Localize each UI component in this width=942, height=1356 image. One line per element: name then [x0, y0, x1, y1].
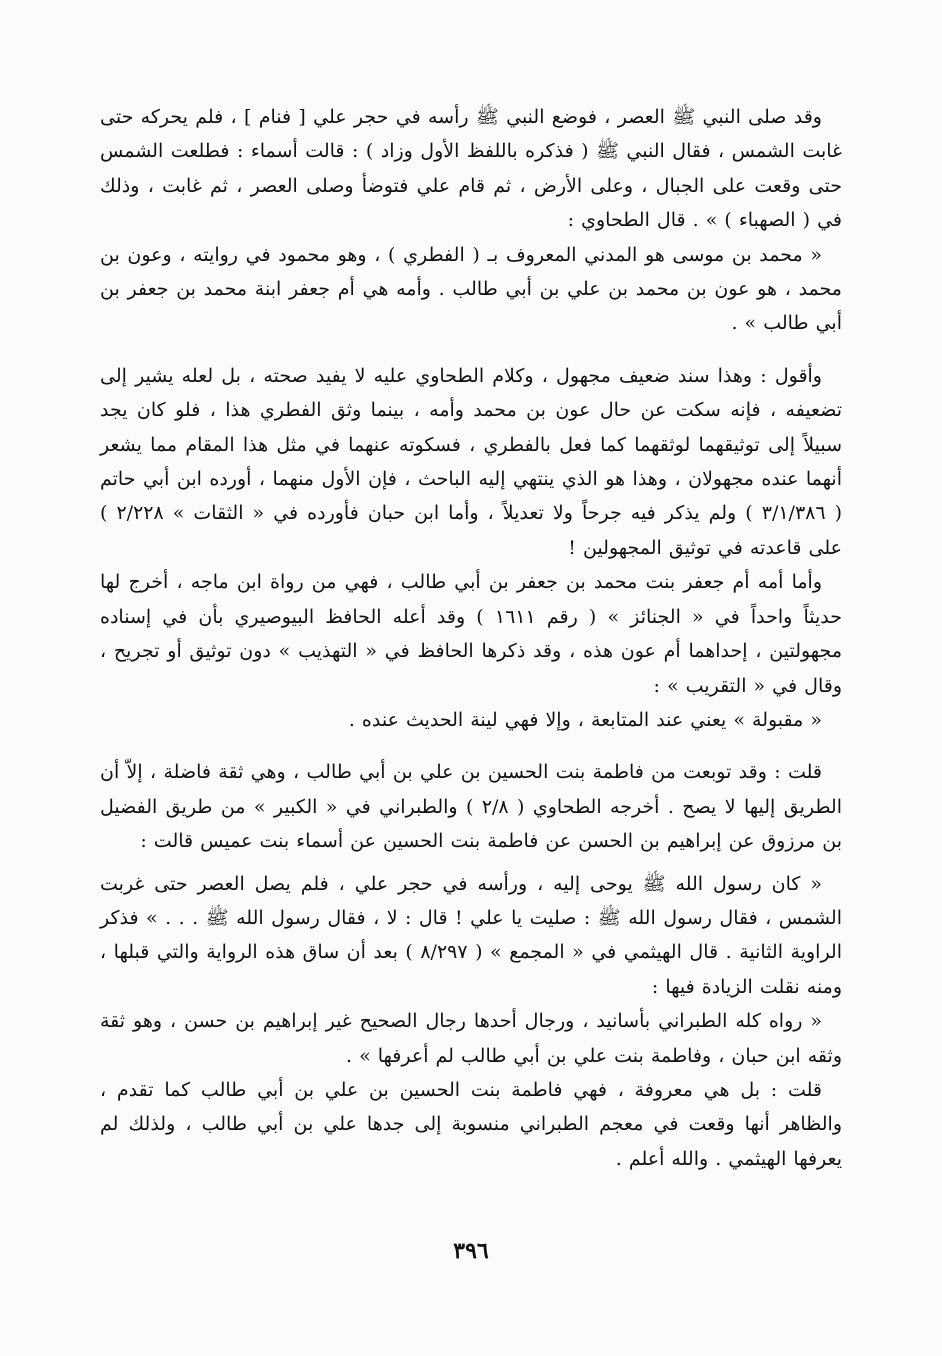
paragraph-taqrib-quote: « مقبولة » يعني عند المتابعة ، وإلا فهي لينة الحديث عنده . [348, 708, 822, 731]
body-text [100, 100, 842, 1176]
paragraph-umm-jafar: وأما أمه أم جعفر بنت محمد بن جعفر بن أبي طالب ، فهي من رواة ابن ماجه ، أخرج لها حديثاً واحداً في « الجنائز » ( رقم ١٦١١ ) وقد أعله الحافظ البيوصيري بأن في إسناده مجهولتين ، إحداهما أم عون هذه ، وقد ذكرها الحافظ في « التهذيب » دون توثيق أو تجريح ، وقال في « التقريب » : [100, 571, 842, 697]
paragraph-fatima-chain: قلت : وقد توبعت من فاطمة بنت الحسين بن علي بن أبي طالب ، وهي ثقة فاضلة ، إلاّ أن الطريق إليها لا يصح . أخرجه الطحاوي ( ٢/٨ ) والطبراني في « الكبير » من طريق الفضيل بن مرزوق عن إبراهيم بن الحسن عن فاطمة بنت الحسين عن أسماء بنت عميس قالت : [100, 761, 842, 853]
paragraph-tahawi-quote: « محمد بن موسى هو المدني المعروف بـ ( الفطري ) ، وهو محمود في روايته ، وعون بن محمد ، هو عون بن محمد بن علي بن أبي طالب . وأمه هي أم جعفر ابنة محمد بن جعفر بن أبي طالب » . [100, 243, 842, 335]
paragraph-narration: وقد صلى النبي ﷺ العصر ، فوضع النبي ﷺ رأسه في حجر علي [ فنام ] ، فلم يحركه حتى غابت الشمس ، فقال النبي ﷺ ( فذكره باللفظ الأول وزاد ) : قالت أسماء : فطلعت الشمس حتى وقعت على الجبال ، وعلى الأرض ، ثم قام علي فتوضأ وصلى العصر ، ثم غابت ، وذلك في ( الصهباء ) » . قال الطحاوي : [100, 106, 842, 232]
paragraph-conclusion: قلت : بل هي معروفة ، فهي فاطمة بنت الحسين بن علي بن أبي طالب كما تقدم ، والظاهر أنها وقعت في معجم الطبراني منسوبة إلى جدها علي بن أبي طالب ، ولذلك لم يعرفها الهيثمي . والله أعلم . [100, 1078, 842, 1170]
paragraph-haythami-quote: « رواه كله الطبراني بأسانيد ، ورجال أحدها رجال الصحيح غير إبراهيم بن حسن ، وهو ثقة وثقه ابن حبان ، وفاطمة بنت علي بن أبي طالب لم أعرفها » . [100, 1010, 842, 1067]
paragraph-author-comment: وأقول : وهذا سند ضعيف مجهول ، وكلام الطحاوي عليه لا يفيد صحته ، بل لعله يشير إلى تضعيفه ، فإنه سكت عن حال عون بن محمد وأمه ، بينما وثق الفطري هذا ، فلو كان يجد سبيلاً إلى توثيقهما لوثقهما كما فعل بالفطري ، فسكوته عنهما في مثل هذا المقام مما يشعر أنهما عنده مجهولان ، وهذا هو الذي ينتهي إليه الباحث ، فإن الأول منهما ، أورده ابن أبي حاتم ( ٣/١/٣٨٦ ) ولم يذكر فيه جرحاً ولا تعديلاً ، وأما ابن حبان فأورده في « الثقات » ٢/٢٢٨ ) على قاعدته في توثيق المجهولين ! [100, 364, 843, 559]
page-number: ٣٩٦ [453, 1238, 489, 1264]
paragraph-hadith-text: « كان رسول الله ﷺ يوحى إليه ، ورأسه في حجر علي ، فلم يصل العصر حتى غربت الشمس ، فقال رسول الله ﷺ : صليت يا علي ! قال : لا ، فقال رسول الله ﷺ . . . » فذكر الراوية الثانية . قال الهيثمي في « المجمع » ( ٨/٢٩٧ ) بعد أن ساق هذه الرواية والتي قبلها ، ومنه نقلت الزيادة فيها : [100, 872, 843, 998]
